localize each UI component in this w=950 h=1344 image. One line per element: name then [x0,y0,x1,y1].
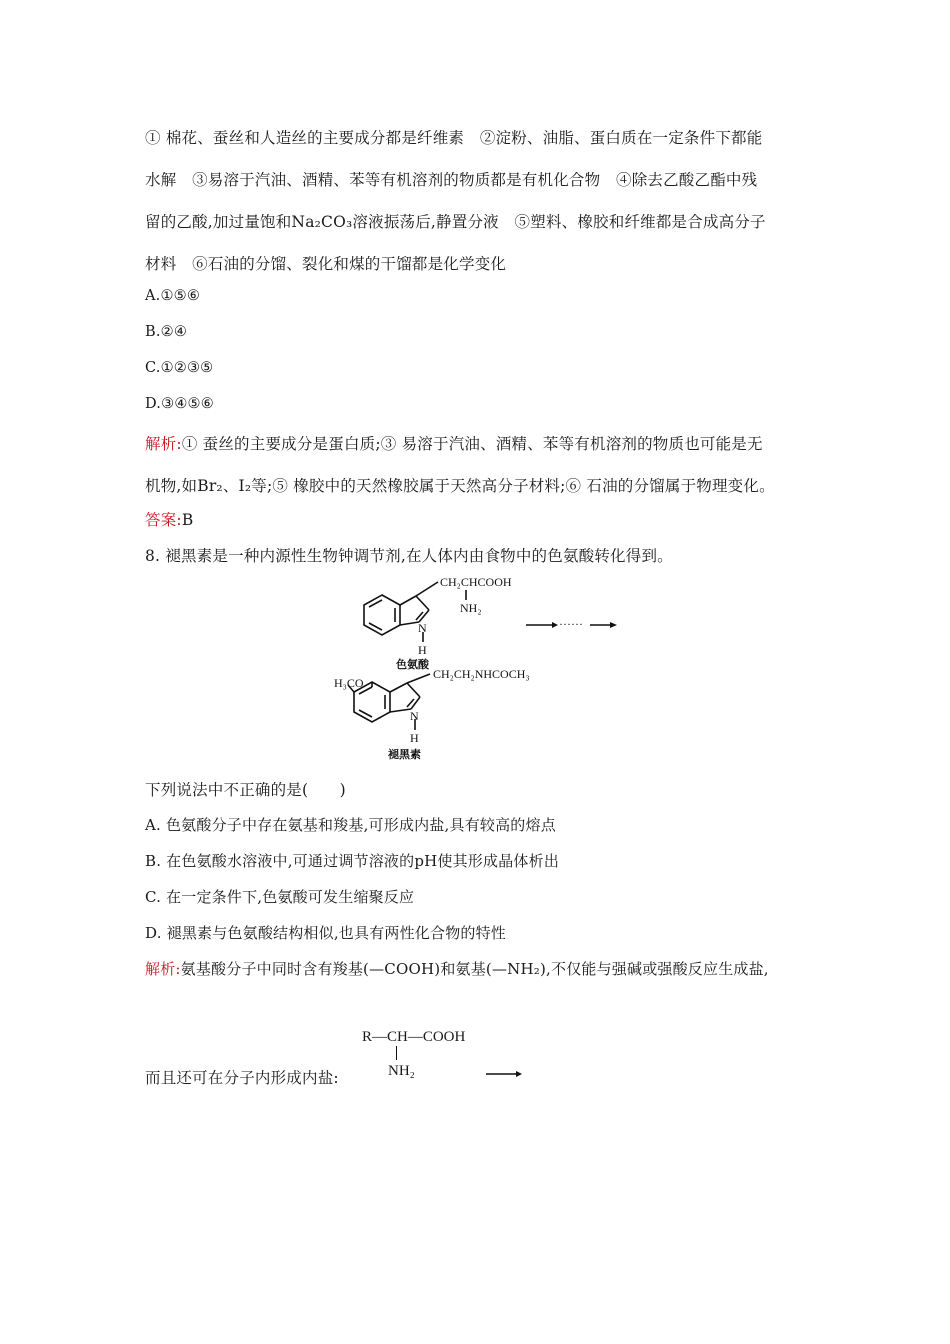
q7-analysis-label: 解析: [145,435,182,453]
melatonin-side-chain: CH₂CH₂NHCOCH₃ [433,667,530,681]
q7-option-c: C.①②③⑤ [145,360,214,376]
reaction-dots: ······ [559,617,583,631]
continuation-arrow [486,1068,526,1080]
q7-option-b: B.②④ [145,324,188,340]
q7-option-d: D.③④⑤⑥ [145,396,214,412]
structure-figure [320,570,640,770]
q8-option-b: B. 在色氨酸水溶液中,可通过调节溶液的pH使其形成晶体析出 [145,852,560,870]
melatonin-name: 褪黑素 [388,749,421,761]
formula-bottom: NH₂ [388,1063,415,1079]
q7-analysis-text: ① 蚕丝的主要成分是蛋白质;③ 易溶于汽油、酒精、苯等有机溶剂的物质也可能是无 [181,435,763,453]
q8-option-c: C. 在一定条件下,色氨酸可发生缩聚反应 [145,888,415,906]
tryptophan-structure [364,582,466,642]
tryptophan-n: N [418,621,427,635]
tryptophan-amino: NH₂ [460,601,482,615]
tryptophan-h: H [418,643,427,657]
q7-analysis-line-2: 机物,如Br₂、I₂等;⑤ 橡胶中的天然橡胶属于天然高分子材料;⑥ 石油的分馏属于物理变化。 [145,477,775,495]
q7-stem-line-2: 水解 ③易溶于汽油、酒精、苯等有机溶剂的物质都是有机化合物 ④除去乙酸乙酯中残 [145,171,758,189]
q7-answer-label: 答案: [145,511,182,529]
q8-analysis-text: 氨基酸分子中同时含有羧基(—COOH)和氨基(—NH₂),不仅能与强碱或强酸反应生成盐, [180,960,769,978]
q8-option-a: A. 色氨酸分子中存在氨基和羧基,可形成内盐,具有较高的熔点 [145,816,556,834]
formula-bond [396,1046,397,1060]
melatonin-n: N [410,709,419,723]
q7-option-a: A.①⑤⑥ [145,288,201,304]
q8-analysis-label: 解析: [145,960,181,978]
amino-acid-formula [362,1028,466,1079]
melatonin-methoxy: H₃CO [334,676,364,690]
q8-continuation: 而且还可在分子内形成内盐: [145,1069,339,1087]
tryptophan-side-chain: CH₂CHCOOH [440,575,512,589]
melatonin-h: H [410,731,419,745]
q7-answer-value: B [181,511,194,529]
q8-option-d: D. 褪黑素与色氨酸结构相似,也具有两性化合物的特性 [145,924,506,942]
q7-stem-line-4: 材料 ⑥石油的分馏、裂化和煤的干馏都是化学变化 [145,255,507,273]
q7-analysis [145,432,763,454]
q7-answer [145,508,193,530]
q7-stem-line-3: 留的乙酸,加过量饱和Na₂CO₃溶液振荡后,静置分液 ⑤塑料、橡胶和纤维都是合成高分子 [145,213,766,231]
q8-analysis [145,958,769,979]
q7-stem-line-1: ① 棉花、蚕丝和人造丝的主要成分都是纤维素 ②淀粉、油脂、蛋白质在一定条件下都能 [145,129,763,147]
tryptophan-name: 色氨酸 [396,659,429,671]
q8-question: 下列说法中不正确的是( ) [145,781,346,799]
q8-stem: 8. 褪黑素是一种内源性生物钟调节剂,在人体内由食物中的色氨酸转化得到。 [145,547,673,565]
formula-top: R—CH—COOH [362,1029,466,1045]
